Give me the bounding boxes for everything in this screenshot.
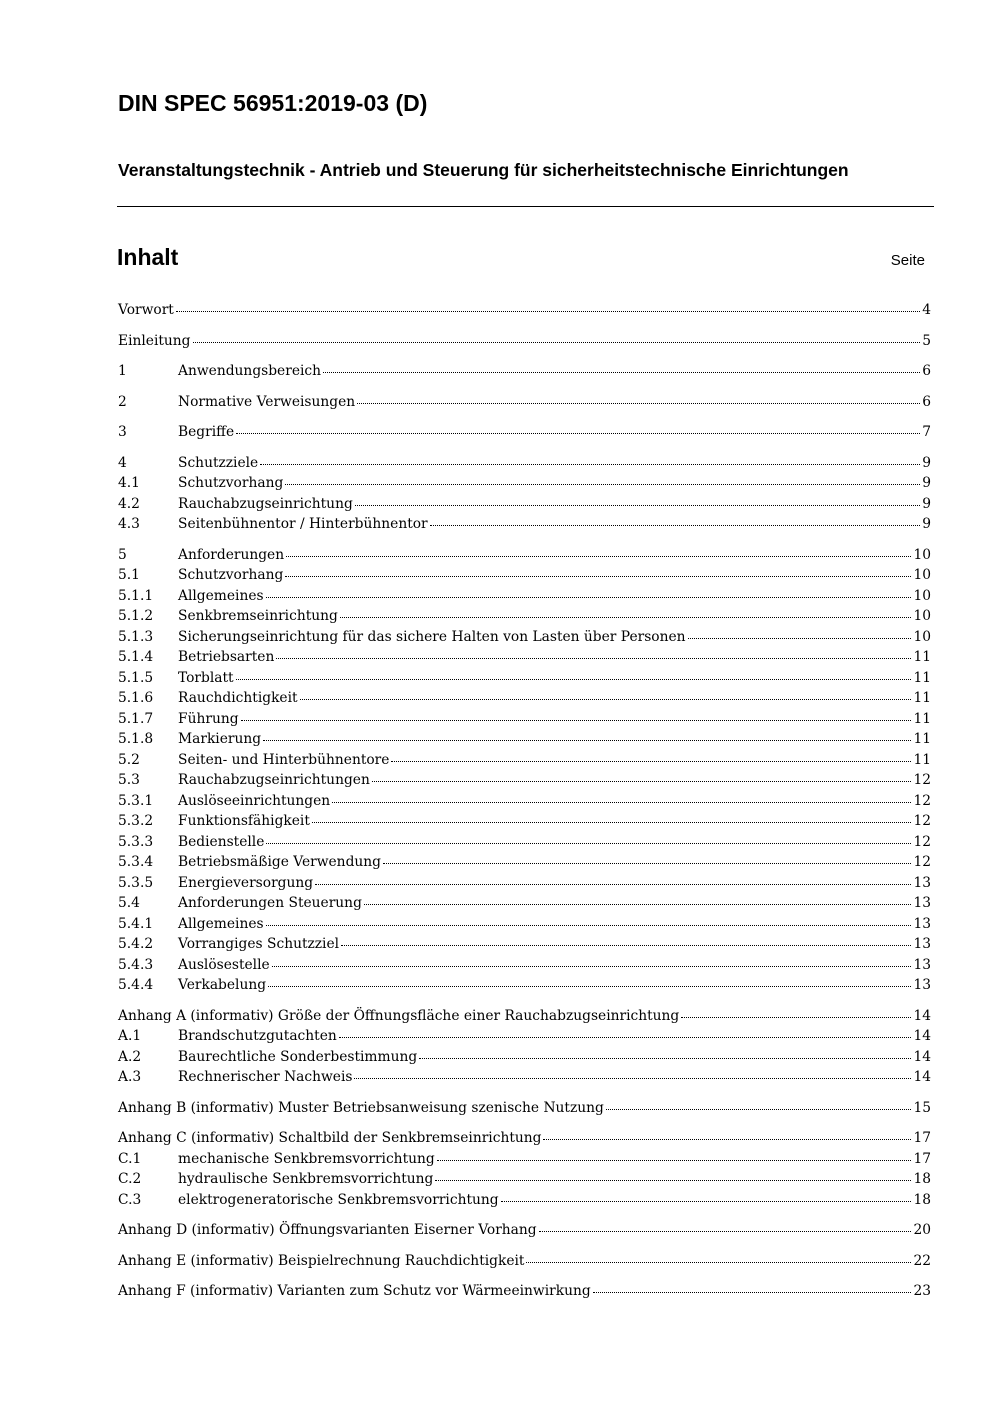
toc-entry-label: Brandschutzgutachten xyxy=(178,1028,337,1044)
toc-entry[interactable] xyxy=(118,811,931,832)
toc-entry[interactable] xyxy=(118,688,931,709)
toc-entry[interactable] xyxy=(118,832,931,853)
toc-entry-page: 10 xyxy=(913,546,931,563)
toc-dot-leader xyxy=(354,1078,911,1079)
toc-entry-number: 5 xyxy=(118,546,127,563)
toc-entry-number: 4.3 xyxy=(118,516,140,532)
toc-entry-number: 5.1.2 xyxy=(118,608,154,624)
toc-entry-page: 13 xyxy=(913,895,931,911)
toc-entry-label: Auslöseeinrichtungen xyxy=(178,792,331,809)
toc-entry-number: C.1 xyxy=(118,1150,142,1167)
toc-dot-leader xyxy=(383,863,911,864)
toc-entry-number: 5.1.1 xyxy=(118,587,154,604)
toc-entry-page: 14 xyxy=(913,1007,931,1024)
toc-dot-leader xyxy=(340,617,912,618)
toc-entry-number: 5.1.7 xyxy=(118,710,154,727)
toc-dot-leader xyxy=(323,372,920,373)
toc-entry-number: 4.1 xyxy=(118,475,140,491)
toc-entry-label: elektrogeneratorische Senkbremsvorrichtung xyxy=(178,1191,499,1208)
toc-dot-leader xyxy=(357,403,920,404)
toc-entry-number: 5.4.1 xyxy=(118,915,154,932)
toc-dot-leader xyxy=(372,781,912,782)
toc-entry[interactable] xyxy=(118,750,931,771)
toc-entry-page: 9 xyxy=(922,495,931,512)
toc-entry[interactable] xyxy=(118,873,931,894)
toc-entry-page: 13 xyxy=(913,956,931,973)
toc-entry[interactable] xyxy=(118,392,931,413)
toc-entry-page: 12 xyxy=(913,813,931,829)
toc-entry[interactable] xyxy=(118,1281,931,1302)
toc-entry-page: 9 xyxy=(922,454,931,471)
document-title: DIN SPEC 56951:2019-03 (D) xyxy=(118,90,428,116)
toc-entry-page: 13 xyxy=(913,874,931,891)
toc-dot-leader xyxy=(260,464,920,465)
toc-entry-number: 4.2 xyxy=(118,495,140,512)
toc-entry-number: 5.4 xyxy=(118,895,140,911)
toc-entry[interactable] xyxy=(118,975,931,996)
toc-entry-label: Rauchabzugseinrichtungen xyxy=(178,772,370,788)
page-column-label: Seite xyxy=(890,252,925,269)
toc-entry-page: 17 xyxy=(913,1150,931,1167)
toc-entry-page: 10 xyxy=(913,567,931,583)
toc-entry-number: 1 xyxy=(118,363,127,379)
toc-dot-leader xyxy=(266,843,911,844)
toc-dot-leader xyxy=(286,556,911,557)
toc-dot-leader xyxy=(312,822,912,823)
toc-dot-leader xyxy=(272,966,912,967)
toc-entry-page: 10 xyxy=(913,628,931,645)
toc-entry[interactable] xyxy=(118,1098,931,1119)
toc-entry-page: 13 xyxy=(913,915,931,932)
toc-entry[interactable] xyxy=(118,934,931,955)
toc-entry[interactable] xyxy=(118,1251,931,1272)
toc-entry-label: Rechnerischer Nachweis xyxy=(178,1069,353,1085)
toc-entry-page: 14 xyxy=(913,1028,931,1044)
toc-entry-page: 11 xyxy=(913,710,931,727)
toc-dot-leader xyxy=(285,576,911,577)
toc-entry-page: 22 xyxy=(913,1252,931,1269)
toc-entry[interactable] xyxy=(118,586,931,607)
toc-entry-label: Auslösestelle xyxy=(178,956,270,973)
toc-dot-leader xyxy=(681,1017,911,1018)
toc-entry-number: 5.4.4 xyxy=(118,977,154,993)
toc-entry[interactable] xyxy=(118,709,931,730)
toc-entry-number: 5.4.2 xyxy=(118,936,154,952)
toc-entry-number: 5.3.2 xyxy=(118,813,154,829)
toc-entry-page: 18 xyxy=(913,1191,931,1208)
toc-entry[interactable] xyxy=(118,955,931,976)
toc-entry-label: Funktionsfähigkeit xyxy=(178,813,310,829)
toc-entry-page: 12 xyxy=(913,792,931,809)
toc-entry[interactable] xyxy=(118,453,931,474)
toc-dot-leader xyxy=(543,1139,911,1140)
toc-dot-leader xyxy=(266,925,912,926)
toc-entry-number: 3 xyxy=(118,424,127,440)
toc-entry[interactable] xyxy=(118,545,931,566)
toc-entry-page: 10 xyxy=(913,608,931,624)
toc-entry-label: Rauchabzugseinrichtung xyxy=(178,495,353,512)
toc-dot-leader xyxy=(241,720,912,721)
toc-entry[interactable] xyxy=(118,1067,931,1088)
toc-entry-number: 5.1 xyxy=(118,567,140,583)
toc-entry[interactable] xyxy=(118,565,931,586)
toc-entry[interactable] xyxy=(118,627,931,648)
toc-entry-page: 6 xyxy=(922,393,931,410)
toc-entry-page: 4 xyxy=(922,302,931,318)
toc-entry-page: 6 xyxy=(922,363,931,379)
toc-entry-number: 5.1.8 xyxy=(118,731,154,747)
toc-entry-label: Anhang D (informativ) Öffnungsvarianten Eiserner Vorhang xyxy=(118,1222,537,1238)
toc-entry-label: Anforderungen xyxy=(178,546,285,563)
toc-entry-label: Seiten- und Hinterbühnentore xyxy=(178,751,390,768)
toc-entry-label: Bedienstelle xyxy=(178,833,265,850)
toc-heading: Inhalt xyxy=(117,244,179,270)
toc-dot-leader xyxy=(315,884,911,885)
toc-entry-page: 11 xyxy=(913,690,931,706)
toc-entry-label: Sicherungseinrichtung für das sichere Halten von Lasten über Personen xyxy=(178,628,686,645)
toc-entry-number: 5.1.6 xyxy=(118,690,154,706)
toc-entry-number: C.3 xyxy=(118,1191,142,1208)
toc-entry[interactable] xyxy=(118,1047,931,1068)
toc-entry-label: mechanische Senkbremsvorrichtung xyxy=(178,1150,435,1167)
toc-entry-label: Schutzvorhang xyxy=(178,475,284,491)
toc-entry-number: 5.4.3 xyxy=(118,956,154,973)
toc-entry-number: 4 xyxy=(118,454,127,471)
toc-dot-leader xyxy=(339,1037,912,1038)
toc-entry-number: A.3 xyxy=(118,1069,142,1085)
toc-dot-leader xyxy=(236,679,912,680)
title-divider xyxy=(117,206,934,207)
toc-entry-label: Betriebsmäßige Verwendung xyxy=(178,854,382,870)
toc-entry-label: Vorrangiges Schutzziel xyxy=(178,936,340,952)
toc-entry-label: Betriebsarten xyxy=(178,649,275,665)
toc-dot-leader xyxy=(285,484,920,485)
toc-dot-leader xyxy=(332,802,911,803)
toc-entry-number: 5.3.1 xyxy=(118,792,154,809)
toc-dot-leader xyxy=(276,658,911,659)
toc-entry-label: Führung xyxy=(178,710,239,727)
toc-dot-leader xyxy=(268,986,911,987)
toc-dot-leader xyxy=(606,1109,912,1110)
toc-dot-leader xyxy=(355,505,920,506)
toc-entry-number: 2 xyxy=(118,393,127,410)
toc-entry-label: Begriffe xyxy=(178,424,235,440)
toc-entry-page: 12 xyxy=(913,854,931,870)
toc-entry-page: 17 xyxy=(913,1130,931,1146)
toc-entry-page: 11 xyxy=(913,751,931,768)
toc-entry-number: 5.3.4 xyxy=(118,854,154,870)
toc-entry[interactable] xyxy=(118,1128,931,1149)
toc-entry-label: Anhang E (informativ) Beispielrechnung Rauchdichtigkeit xyxy=(118,1252,525,1269)
toc-entry-label: Senkbremseinrichtung xyxy=(178,608,338,624)
toc-entry[interactable] xyxy=(118,331,931,352)
toc-entry-number: 5.1.3 xyxy=(118,628,154,645)
toc-entry[interactable] xyxy=(118,1169,931,1190)
toc-dot-leader xyxy=(341,945,911,946)
toc-entry[interactable] xyxy=(118,770,931,791)
toc-dot-leader xyxy=(391,761,911,762)
toc-entry-label: Normative Verweisungen xyxy=(178,393,356,410)
toc-entry[interactable] xyxy=(118,606,931,627)
table-of-contents xyxy=(118,300,931,1302)
toc-entry-page: 11 xyxy=(913,669,931,686)
toc-entry-number: 5.3.5 xyxy=(118,874,154,891)
toc-dot-leader xyxy=(435,1180,911,1181)
toc-entry-label: Anforderungen Steuerung xyxy=(178,895,362,911)
toc-dot-leader xyxy=(688,638,912,639)
toc-entry-page: 9 xyxy=(922,516,931,532)
toc-entry[interactable] xyxy=(118,791,931,812)
toc-entry[interactable] xyxy=(118,361,931,382)
toc-entry-label: Anhang F (informativ) Varianten zum Schutz vor Wärmeeinwirkung xyxy=(118,1283,591,1299)
toc-entry-number: C.2 xyxy=(118,1171,142,1187)
toc-entry-page: 9 xyxy=(922,475,931,491)
toc-dot-leader xyxy=(300,699,912,700)
toc-entry-label: Verkabelung xyxy=(178,977,267,993)
toc-entry-number: A.1 xyxy=(118,1028,142,1044)
toc-entry[interactable] xyxy=(118,647,931,668)
toc-entry-number: 5.3.3 xyxy=(118,833,154,850)
toc-entry-number: 5.3 xyxy=(118,772,140,788)
toc-dot-leader xyxy=(419,1058,911,1059)
toc-dot-leader xyxy=(263,740,911,741)
toc-entry-label: Rauchdichtigkeit xyxy=(178,690,298,706)
toc-entry-label: Markierung xyxy=(178,731,262,747)
toc-entry-label: Anhang A (informativ) Größe der Öffnungsfläche einer Rauchabzugseinrichtung xyxy=(118,1007,680,1024)
toc-entry-page: 15 xyxy=(913,1099,931,1116)
toc-entry-number: 5.2 xyxy=(118,751,140,768)
toc-entry[interactable] xyxy=(118,1190,931,1211)
toc-entry-page: 5 xyxy=(922,332,931,349)
toc-dot-leader xyxy=(430,525,921,526)
toc-entry-label: Baurechtliche Sonderbestimmung xyxy=(178,1048,418,1065)
toc-entry-label: Einleitung xyxy=(118,332,191,349)
toc-entry[interactable] xyxy=(118,1220,931,1241)
toc-dot-leader xyxy=(539,1231,912,1232)
toc-dot-leader xyxy=(193,342,921,343)
toc-entry-number: A.2 xyxy=(118,1048,142,1065)
toc-entry-label: hydraulische Senkbremsvorrichtung xyxy=(178,1171,434,1187)
toc-dot-leader xyxy=(526,1262,911,1263)
toc-entry[interactable] xyxy=(118,494,931,515)
toc-entry-page: 14 xyxy=(913,1048,931,1065)
toc-dot-leader xyxy=(266,597,912,598)
toc-entry-page: 13 xyxy=(913,977,931,993)
toc-entry[interactable] xyxy=(118,914,931,935)
toc-entry-label: Schutzziele xyxy=(178,454,259,471)
toc-entry-page: 23 xyxy=(913,1283,931,1299)
toc-entry[interactable] xyxy=(118,729,931,750)
toc-entry-page: 11 xyxy=(913,649,931,665)
toc-entry-page: 18 xyxy=(913,1171,931,1187)
toc-dot-leader xyxy=(437,1160,912,1161)
toc-entry-label: Anhang B (informativ) Muster Betriebsanweisung szenische Nutzung xyxy=(118,1099,604,1116)
toc-entry-page: 10 xyxy=(913,587,931,604)
toc-entry-label: Anwendungsbereich xyxy=(178,363,322,379)
toc-entry[interactable] xyxy=(118,893,931,914)
toc-entry-page: 12 xyxy=(913,772,931,788)
toc-entry-page: 11 xyxy=(913,731,931,747)
toc-entry[interactable] xyxy=(118,668,931,689)
toc-entry-label: Vorwort xyxy=(118,302,174,318)
toc-entry[interactable] xyxy=(118,473,931,494)
toc-dot-leader xyxy=(593,1292,912,1293)
toc-entry-number: 5.1.4 xyxy=(118,649,154,665)
toc-entry[interactable] xyxy=(118,422,931,443)
toc-dot-leader xyxy=(236,433,920,434)
toc-entry[interactable] xyxy=(118,1026,931,1047)
toc-entry[interactable] xyxy=(118,514,931,535)
toc-entry-label: Energieversorgung xyxy=(178,874,314,891)
toc-dot-leader xyxy=(364,904,912,905)
toc-entry-page: 13 xyxy=(913,936,931,952)
toc-entry-label: Schutzvorhang xyxy=(178,567,284,583)
toc-entry-label: Allgemeines xyxy=(178,915,264,932)
toc-entry-page: 7 xyxy=(922,424,931,440)
toc-entry-label: Allgemeines xyxy=(178,587,264,604)
toc-entry[interactable] xyxy=(118,1006,931,1027)
toc-entry[interactable] xyxy=(118,300,931,321)
toc-entry[interactable] xyxy=(118,1149,931,1170)
document-subtitle: Veranstaltungstechnik - Antrieb und Steuerung für sicherheitstechnische Einrichtungen xyxy=(118,160,849,180)
toc-dot-leader xyxy=(176,311,920,312)
toc-dot-leader xyxy=(501,1201,912,1202)
toc-entry-page: 20 xyxy=(913,1222,931,1238)
toc-entry-page: 14 xyxy=(913,1069,931,1085)
toc-entry-label: Seitenbühnentor / Hinterbühnentor xyxy=(178,516,428,532)
toc-entry-label: Torblatt xyxy=(178,669,234,686)
toc-entry-page: 12 xyxy=(913,833,931,850)
toc-entry-number: 5.1.5 xyxy=(118,669,154,686)
toc-entry-label: Anhang C (informativ) Schaltbild der Senkbremseinrichtung xyxy=(118,1130,542,1146)
toc-entry[interactable] xyxy=(118,852,931,873)
